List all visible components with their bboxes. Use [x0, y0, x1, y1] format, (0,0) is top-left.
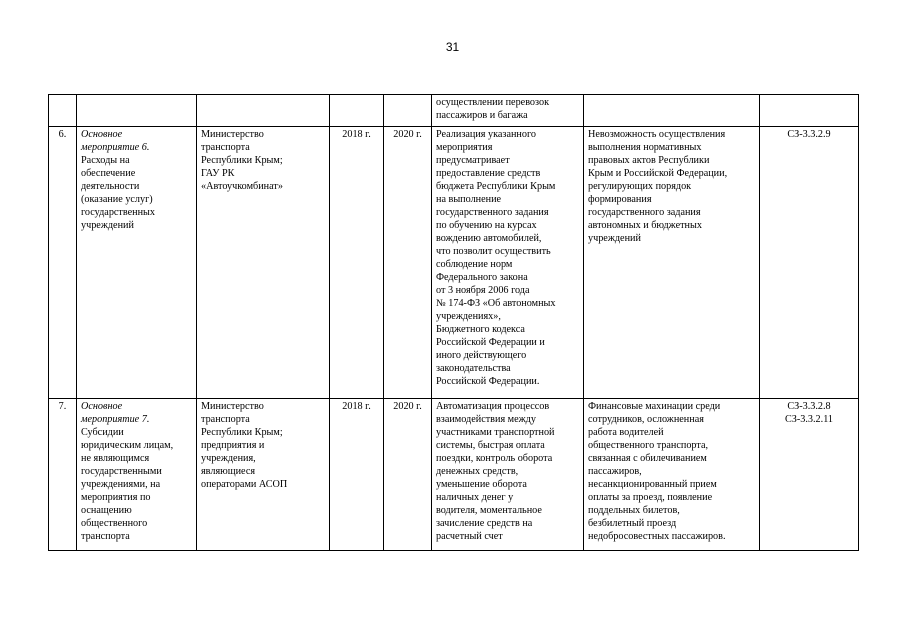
- end-year: 2020 г.: [384, 127, 432, 399]
- page-number: 31: [445, 40, 460, 54]
- codes-cell: СЗ-3.3.2.9: [760, 127, 859, 399]
- consequences-cell: Невозможность осуществления выполнения нормативных правовых актов Республики Крым и Российской Федерации, регулирующих порядок формирования государственного задания автономных и бюджетных учреждений: [584, 127, 760, 399]
- end-year: 2020 г.: [384, 399, 432, 551]
- end-cell: [384, 95, 432, 127]
- consequences-cell: [584, 95, 760, 127]
- measure-label: Основное мероприятие 6.: [81, 129, 150, 153]
- start-cell: [330, 95, 384, 127]
- measure-title: Расходы на обеспечение деятельности (оказание услуг) государственных учреждений: [81, 155, 155, 231]
- table-row: [49, 399, 859, 551]
- table-row: [49, 127, 859, 399]
- consequences-cell: Финансовые махинации среди сотрудников, осложненная работа водителей общественного транспорта, связанная с обилечиванием пассажиров, несанкционированный прием оплаты за проезд, появление поддельных билетов, безбилетный проезд недобросовестных пассажиров.: [584, 399, 760, 551]
- executor-cell: Министерство транспорта Республики Крым; ГАУ РК «Автоучкомбинат»: [197, 127, 330, 399]
- start-year: 2018 г.: [330, 127, 384, 399]
- num-cell: [49, 95, 77, 127]
- measures-table: [48, 94, 859, 551]
- result-cell: Реализация указанного мероприятия предусматривает предоставление средств бюджета Республики Крым на выполнение государственного задания по обучению на курсах вождению автомобилей, что позволит осуществить соблюдение норм Федерального закона от 3 ноября 2006 года № 174-ФЗ «Об автономных учреждениях», Бюджетного кодекса Российской Федерации и иного действующего законодательства Российской Федерации.: [432, 127, 584, 399]
- title-cell: [77, 95, 197, 127]
- title-cell: [77, 127, 197, 399]
- measure-title: Субсидии юридическим лицам, не являющимся государственными учреждениями, на мероприятия по оснащению общественного транспорта: [81, 427, 174, 542]
- start-year: 2018 г.: [330, 399, 384, 551]
- row-number: 7.: [49, 399, 77, 551]
- title-cell: [77, 399, 197, 551]
- codes-cell: СЗ-3.3.2.8 СЗ-3.3.2.11: [760, 399, 859, 551]
- measure-label: Основное мероприятие 7.: [81, 401, 150, 425]
- codes-cell: [760, 95, 859, 127]
- executor-cell: [197, 95, 330, 127]
- result-cell: Автоматизация процессов взаимодействия между участниками транспортной системы, быстрая оплата поездки, контроль оборота денежных средств, уменьшение оборота наличных денег у водителя, моментальное зачисление средств на расчетный счет: [432, 399, 584, 551]
- executor-cell: Министерство транспорта Республики Крым; предприятия и учреждения, являющиеся операторами АСОП: [197, 399, 330, 551]
- row-number: 6.: [49, 127, 77, 399]
- table-row-continuation: [49, 95, 859, 127]
- result-cell: осуществлении перевозок пассажиров и багажа: [432, 95, 584, 127]
